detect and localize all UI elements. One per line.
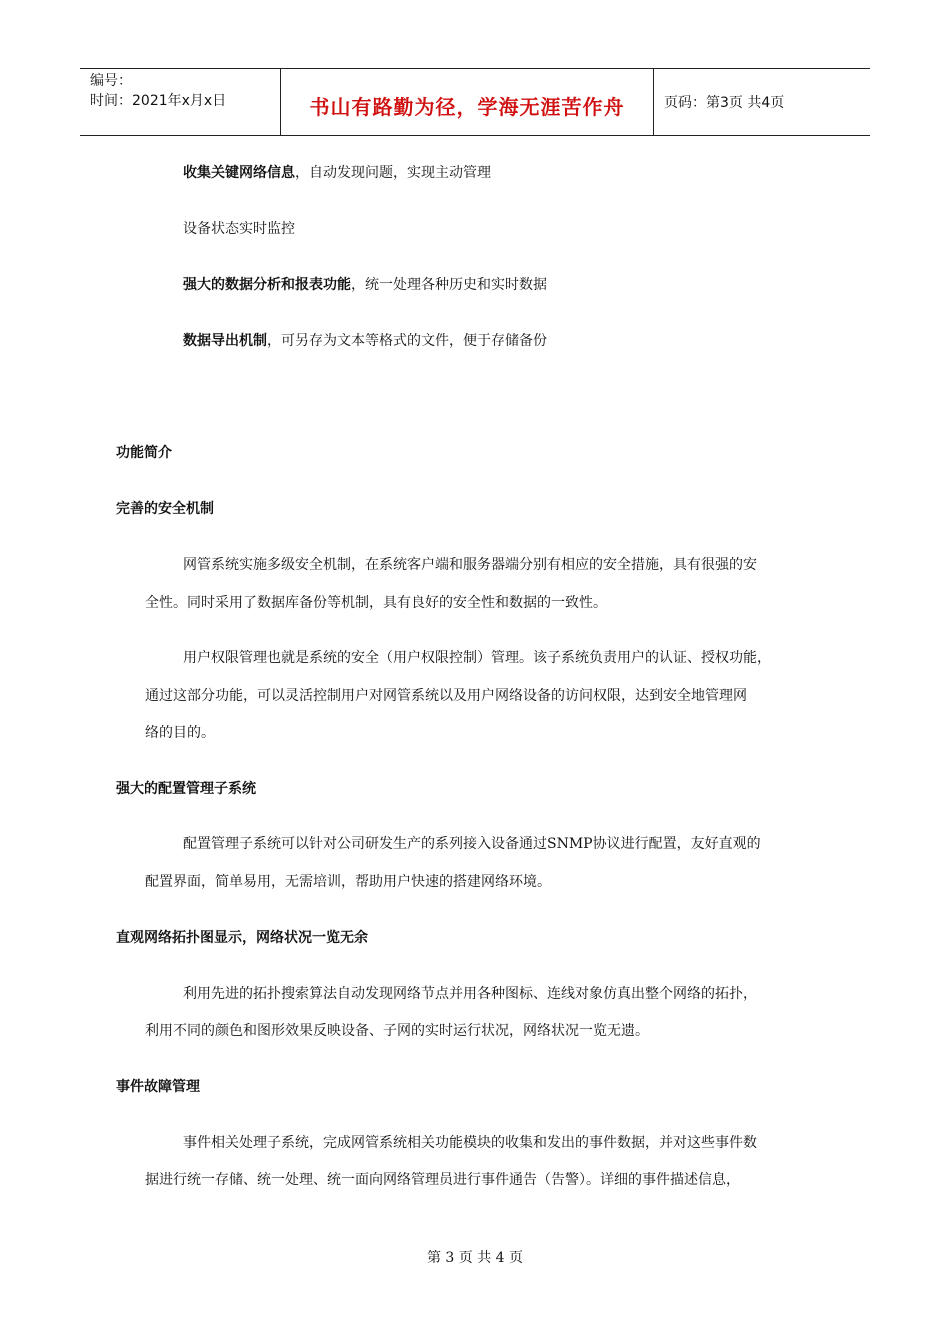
- paragraph-line: 配置管理子系统可以针对公司研发生产的系列接入设备通过SNMP协议进行配置，友好直观的: [183, 836, 761, 852]
- paragraph-line: 通过这部分功能，可以灵活控制用户对网管系统以及用户网络设备的访问权限，达到安全地管理网: [145, 688, 747, 704]
- header-page-cell: [654, 69, 870, 135]
- section-title: 功能简介: [116, 445, 172, 461]
- paragraph-line: 据进行统一存储、统一处理、统一面向网络管理员进行事件通告（告警）。详细的事件描述信息，: [145, 1172, 740, 1188]
- feature-line: [183, 218, 295, 238]
- paragraph-line: 利用先进的拓扑搜索算法自动发现网络节点并用各种图标、连线对象仿真出整个网络的拓扑，: [183, 986, 757, 1002]
- feature-line: [183, 162, 491, 182]
- time-label: 时间：2021年x月x日: [90, 93, 227, 109]
- section-heading: 事件故障管理: [116, 1079, 200, 1095]
- feature-line: [183, 330, 547, 350]
- section-heading: 直观网络拓扑图显示，网络状况一览无余: [116, 930, 368, 946]
- paragraph-line: 全性。同时采用了数据库备份等机制，具有良好的安全性和数据的一致性。: [145, 595, 607, 611]
- paragraph-line: 用户权限管理也就是系统的安全（用户权限控制）管理。该子系统负责用户的认证、授权功能，: [183, 650, 771, 666]
- header-info-cell: [80, 69, 281, 135]
- paragraph-line: 网管系统实施多级安全机制，在系统客户端和服务器端分别有相应的安全措施，具有很强的安: [183, 557, 757, 573]
- feature-bold: 收集关键网络信息: [183, 165, 295, 181]
- page-label: 页码：第3页 共4页: [664, 95, 785, 111]
- paragraph-line: 利用不同的颜色和图形效果反映设备、子网的实时运行状况，网络状况一览无遗。: [145, 1023, 649, 1039]
- section-heading: 强大的配置管理子系统: [116, 781, 256, 797]
- motto-text: 书山有路勤为径，学海无涯苦作舟: [309, 94, 625, 119]
- page-footer: 第 3 页 共 4 页: [426, 1250, 524, 1266]
- feature-bold: 数据导出机制: [183, 333, 267, 349]
- feature-text: ，可另存为文本等格式的文件，便于存储备份: [267, 333, 547, 349]
- feature-text: ，统一处理各种历史和实时数据: [351, 277, 547, 293]
- feature-text: ，自动发现问题，实现主动管理: [295, 165, 491, 181]
- section-heading: 完善的安全机制: [116, 501, 214, 517]
- feature-text: 设备状态实时监控: [183, 221, 295, 237]
- feature-bold: 强大的数据分析和报表功能: [183, 277, 351, 293]
- page-header: [80, 68, 870, 136]
- serial-label: 编号：: [90, 73, 132, 89]
- paragraph-line: 络的目的。: [145, 725, 215, 741]
- paragraph-line: 配置界面，简单易用，无需培训，帮助用户快速的搭建网络环境。: [145, 874, 551, 890]
- paragraph-line: 事件相关处理子系统，完成网管系统相关功能模块的收集和发出的事件数据，并对这些事件数: [183, 1135, 757, 1151]
- feature-line: [183, 274, 547, 294]
- header-motto-cell: [281, 69, 654, 135]
